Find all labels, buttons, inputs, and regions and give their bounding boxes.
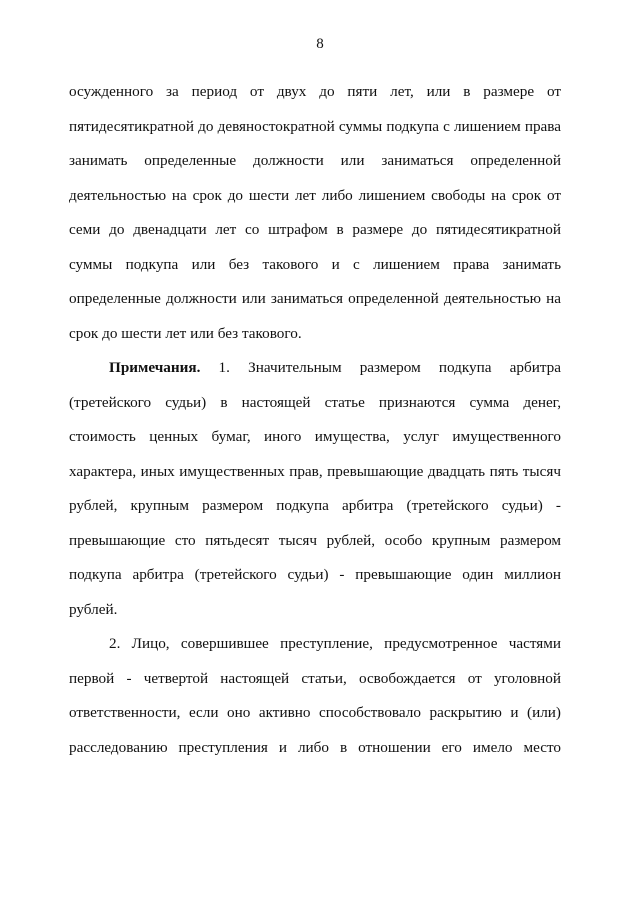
text-line: пятидесятикратной до девяностократной суммы подкупа с лишением права: [69, 117, 561, 135]
note-2-paragraph: [69, 627, 561, 765]
text-line: стоимость ценных бумаг, иного имущества, услуг имущественного: [69, 428, 561, 445]
text-line: осужденного за период от двух до пяти лет, или в размере от: [69, 83, 561, 100]
note-heading: Примечания.: [109, 359, 201, 376]
text-line: рублей.: [69, 600, 118, 618]
text-line: деятельностью на срок до шести лет либо лишением свободы на срок от: [69, 186, 561, 204]
note-first-line: [69, 351, 561, 386]
text-line: занимать определенные должности или заниматься определенной: [69, 152, 561, 169]
text-line: семи до двенадцати лет со штрафом в размере до пятидесятикратной: [69, 221, 561, 238]
text-line: 2. Лицо, совершившее преступление, предусмотренное частями: [109, 635, 561, 652]
text-line: подкупа арбитра (третейского судьи) - превышающие один миллион: [69, 566, 561, 583]
paragraph-continuation: [69, 75, 561, 351]
text-line: рублей, крупным размером подкупа арбитра (третейского судьи) -: [69, 497, 561, 514]
text-line: суммы подкупа или без такового и с лишением права занимать: [69, 255, 561, 273]
note-paragraph: [69, 351, 561, 627]
text-line: превышающие сто пятьдесят тысяч рублей, особо крупным размером: [69, 531, 561, 549]
text-line: ответственности, если оно активно способствовало раскрытию и (или): [69, 704, 561, 721]
text-line: срок до шести лет или без такового.: [69, 324, 302, 342]
text-line: характера, иных имущественных прав, превышающие двадцать пять тысяч: [69, 462, 561, 480]
document-body: [69, 75, 561, 765]
note-first-line-text: 1. Значительным размером подкупа арбитра: [200, 359, 561, 376]
text-line: первой - четвертой настоящей статьи, освобождается от уголовной: [69, 669, 561, 687]
text-line: (третейского судьи) в настоящей статье признаются сумма денег,: [69, 393, 561, 411]
page-number: 8: [316, 36, 324, 52]
text-line: определенные должности или заниматься определенной деятельностью на: [69, 290, 561, 307]
text-line: расследованию преступления и либо в отношении его имело место: [69, 738, 561, 756]
